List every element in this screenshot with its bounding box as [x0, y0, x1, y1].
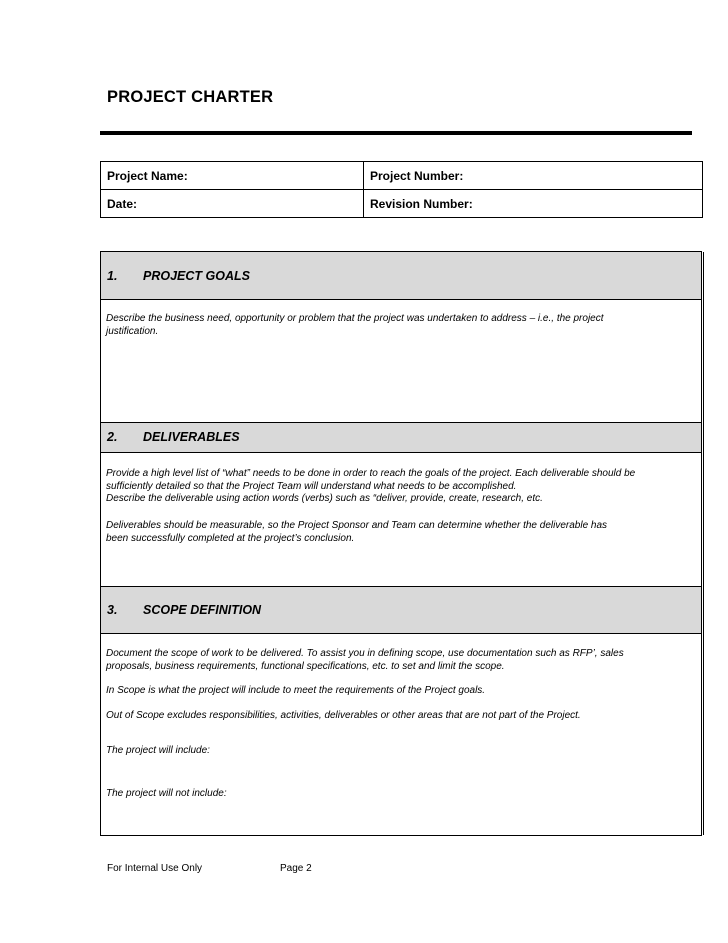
section-paragraph: Deliverables should be measurable, so the Project Sponsor and Team can determine whether the deliverable has been successfully completed at the project’s conclusion. [106, 520, 608, 544]
title-rule [100, 131, 692, 135]
section-paragraph: Describe the business need, opportunity or problem that the project was undertaken to address – i.e., the project justification. [106, 313, 604, 337]
section-number: 1. [107, 269, 118, 283]
revision-number-field[interactable]: Revision Number: [364, 190, 703, 218]
footer-classification: For Internal Use Only [107, 863, 203, 874]
document-title: PROJECT CHARTER [107, 88, 274, 106]
section-paragraph: Provide a high level list of “what” needs to be done in order to reach the goals of the project. Each deliverable should be sufficiently detailed so that the Project Team will understand what needs to be accomplished. [106, 468, 636, 492]
project-info-row [101, 190, 703, 218]
section-paragraph: In Scope is what the project will include to meet the requirements of the Project goals. [106, 685, 486, 696]
section-paragraph: Document the scope of work to be delivered. To assist you in defining scope, use documentation such as RFP’, sales proposals, business requirements, functional specifications, etc. to set and limit the scope. [106, 648, 624, 672]
section-paragraph: The project will include: [106, 745, 210, 756]
section-number: 3. [107, 603, 118, 617]
project-info-row [101, 162, 703, 190]
project-number-field[interactable]: Project Number: [364, 162, 703, 190]
project-name-field[interactable]: Project Name: [101, 162, 364, 190]
section-paragraph: Describe the deliverable using action words (verbs) such as “deliver, provide, create, research, etc. [106, 493, 543, 504]
section-paragraph: The project will not include: [106, 788, 227, 799]
project-info-table [100, 161, 703, 218]
section-title: PROJECT GOALS [143, 269, 250, 283]
section-header-deliverables [101, 422, 701, 453]
section-paragraph: Out of Scope excludes responsibilities, activities, deliverables or other areas that are not part of the Project. [106, 710, 581, 721]
date-field[interactable]: Date: [101, 190, 364, 218]
section-number: 2. [107, 430, 118, 444]
section-title: DELIVERABLES [143, 430, 240, 444]
section-title: SCOPE DEFINITION [143, 603, 262, 617]
section-header-goals [101, 252, 701, 300]
charter-sections-box [100, 251, 702, 836]
footer-page-number: Page 2 [280, 863, 312, 874]
section-header-scope [101, 586, 701, 634]
